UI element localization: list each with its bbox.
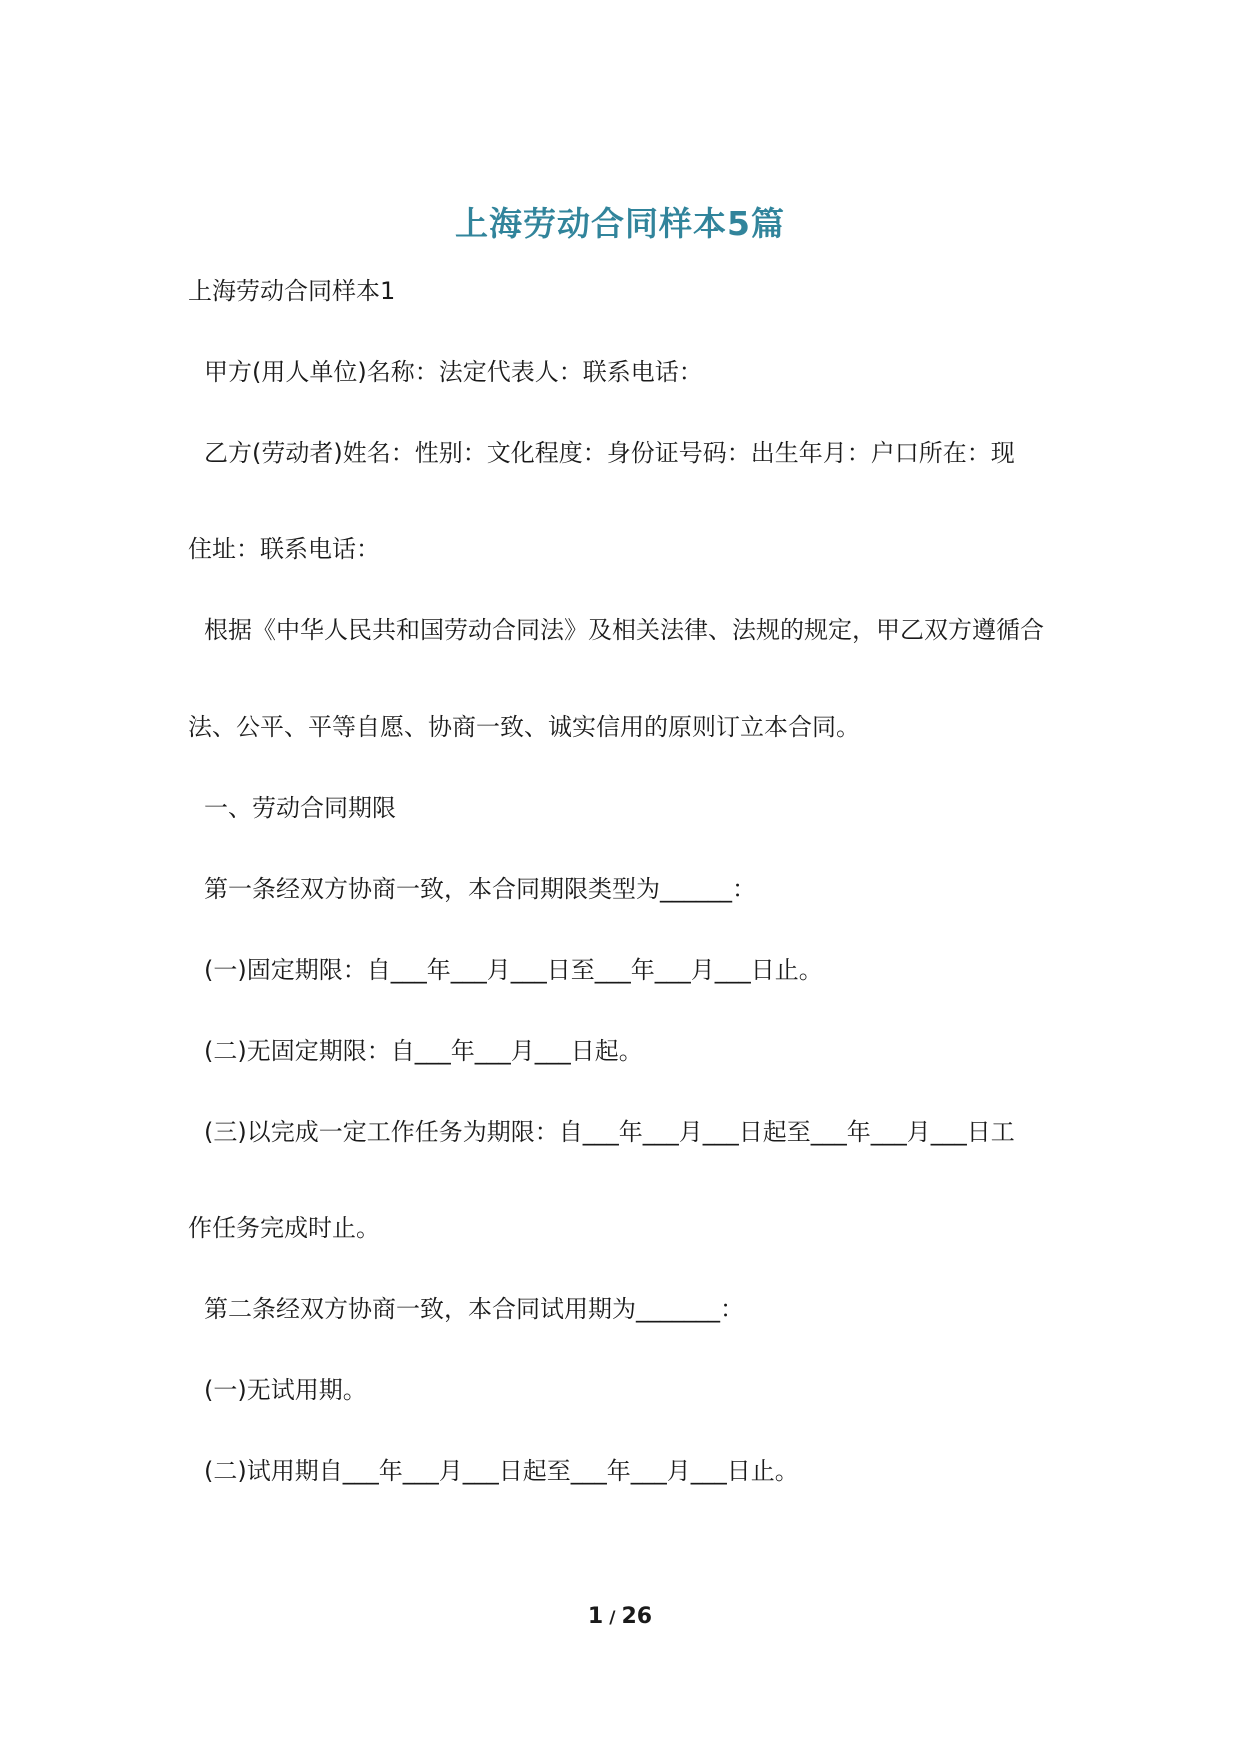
section-heading: 上海劳动合同样本1: [188, 277, 396, 305]
paragraph-line: 甲方(用人单位)名称：法定代表人：联系电话：: [204, 358, 703, 386]
paragraph-line: (二)无固定期限：自___年___月___日起。: [204, 1037, 643, 1065]
paragraph-line: 法、公平、平等自愿、协商一致、诚实信用的原则订立本合同。: [188, 713, 860, 741]
paragraph-line: (二)试用期自___年___月___日起至___年___月___日止。: [204, 1457, 799, 1485]
paragraph-line: (三)以完成一定工作任务为期限：自___年___月___日起至___年___月___日工: [204, 1118, 1015, 1146]
paragraph-line: 一、劳动合同期限: [204, 794, 396, 822]
paragraph-line: 根据《中华人民共和国劳动合同法》及相关法律、法规的规定，甲乙双方遵循合: [204, 616, 1044, 644]
paragraph-line: 第一条经双方协商一致，本合同期限类型为______：: [204, 875, 756, 903]
total-pages-number: 26: [621, 1604, 653, 1629]
document-title: 上海劳动合同样本5篇: [455, 204, 785, 243]
paragraph-line: 乙方(劳动者)姓名：性别：文化程度：身份证号码：出生年月：户口所在：现: [204, 439, 1015, 467]
paragraph-line: 作任务完成时止。: [188, 1214, 380, 1242]
paragraph-line: 第二条经双方协商一致，本合同试用期为_______：: [204, 1295, 744, 1323]
page-separator: /: [609, 1608, 616, 1628]
paragraph-line: 住址：联系电话：: [188, 535, 380, 563]
page-number: [0, 1604, 1240, 1629]
paragraph-line: (一)无试用期。: [204, 1376, 367, 1404]
paragraph-line: (一)固定期限：自___年___月___日至___年___月___日止。: [204, 956, 823, 984]
current-page-number: 1: [587, 1604, 604, 1629]
